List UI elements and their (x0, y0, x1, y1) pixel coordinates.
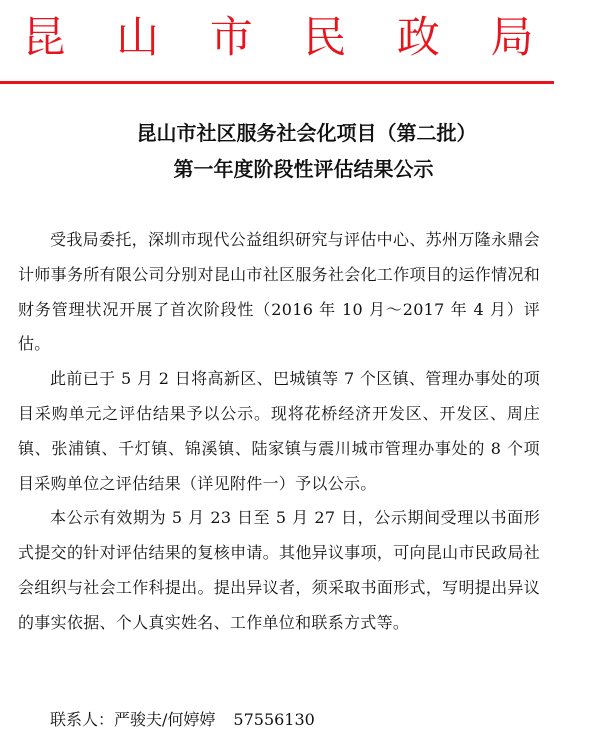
agency-name-char: 局 (490, 13, 534, 63)
notice-title (0, 115, 607, 187)
agency-name-char: 山 (116, 13, 160, 63)
notice-body (18, 223, 540, 641)
agency-name-char: 政 (396, 13, 440, 63)
letterhead-divider (0, 81, 554, 84)
agency-name-char: 民 (303, 13, 347, 63)
agency-name (18, 12, 538, 64)
title-line-1: 昆山市社区服务社会化项目（第二批） (136, 121, 477, 145)
paragraph-announcement: 此前已于 5 月 2 日将高新区、巴城镇等 7 个区镇、管理办事处的项目采购单元之评估结果予以公示。现将花桥经济开发区、开发区、周庄镇、张浦镇、千灯镇、锦溪镇、陆家镇与震川城市管理办事处的 8 个项目采购单位之评估结果（详见附件一）予以公示。 (18, 369, 540, 493)
paragraph-commission: 受我局委托，深圳市现代公益组织研究与评估中心、苏州万隆永鼎会计师事务所有限公司分别对昆山市社区服务社会化工作项目的运作情况和财务管理状况开展了首次阶段性（2016 年 10 月～2017 年 4 月）评估。 (18, 230, 540, 354)
title-line-2: 第一年度阶段性评估结果公示 (173, 157, 434, 181)
agency-name-char: 昆 (22, 13, 66, 63)
letterhead (0, 0, 607, 92)
agency-name-char: 市 (209, 13, 253, 63)
contact-persons: 联系人：严骏夫/何婷婷 (50, 710, 216, 729)
contact-line (50, 707, 315, 733)
paragraph-validity: 本公示有效期为 5 月 23 日至 5 月 27 日，公示期间受理以书面形式提交的针对评估结果的复核申请。其他异议事项，可向昆山市民政局社会组织与社会工作科提出。提出异议者，须采取书面形式，写明提出异议的事实依据、个人真实姓名、工作单位和联系方式等。 (18, 508, 540, 632)
contact-phone: 57556130 (233, 710, 315, 729)
